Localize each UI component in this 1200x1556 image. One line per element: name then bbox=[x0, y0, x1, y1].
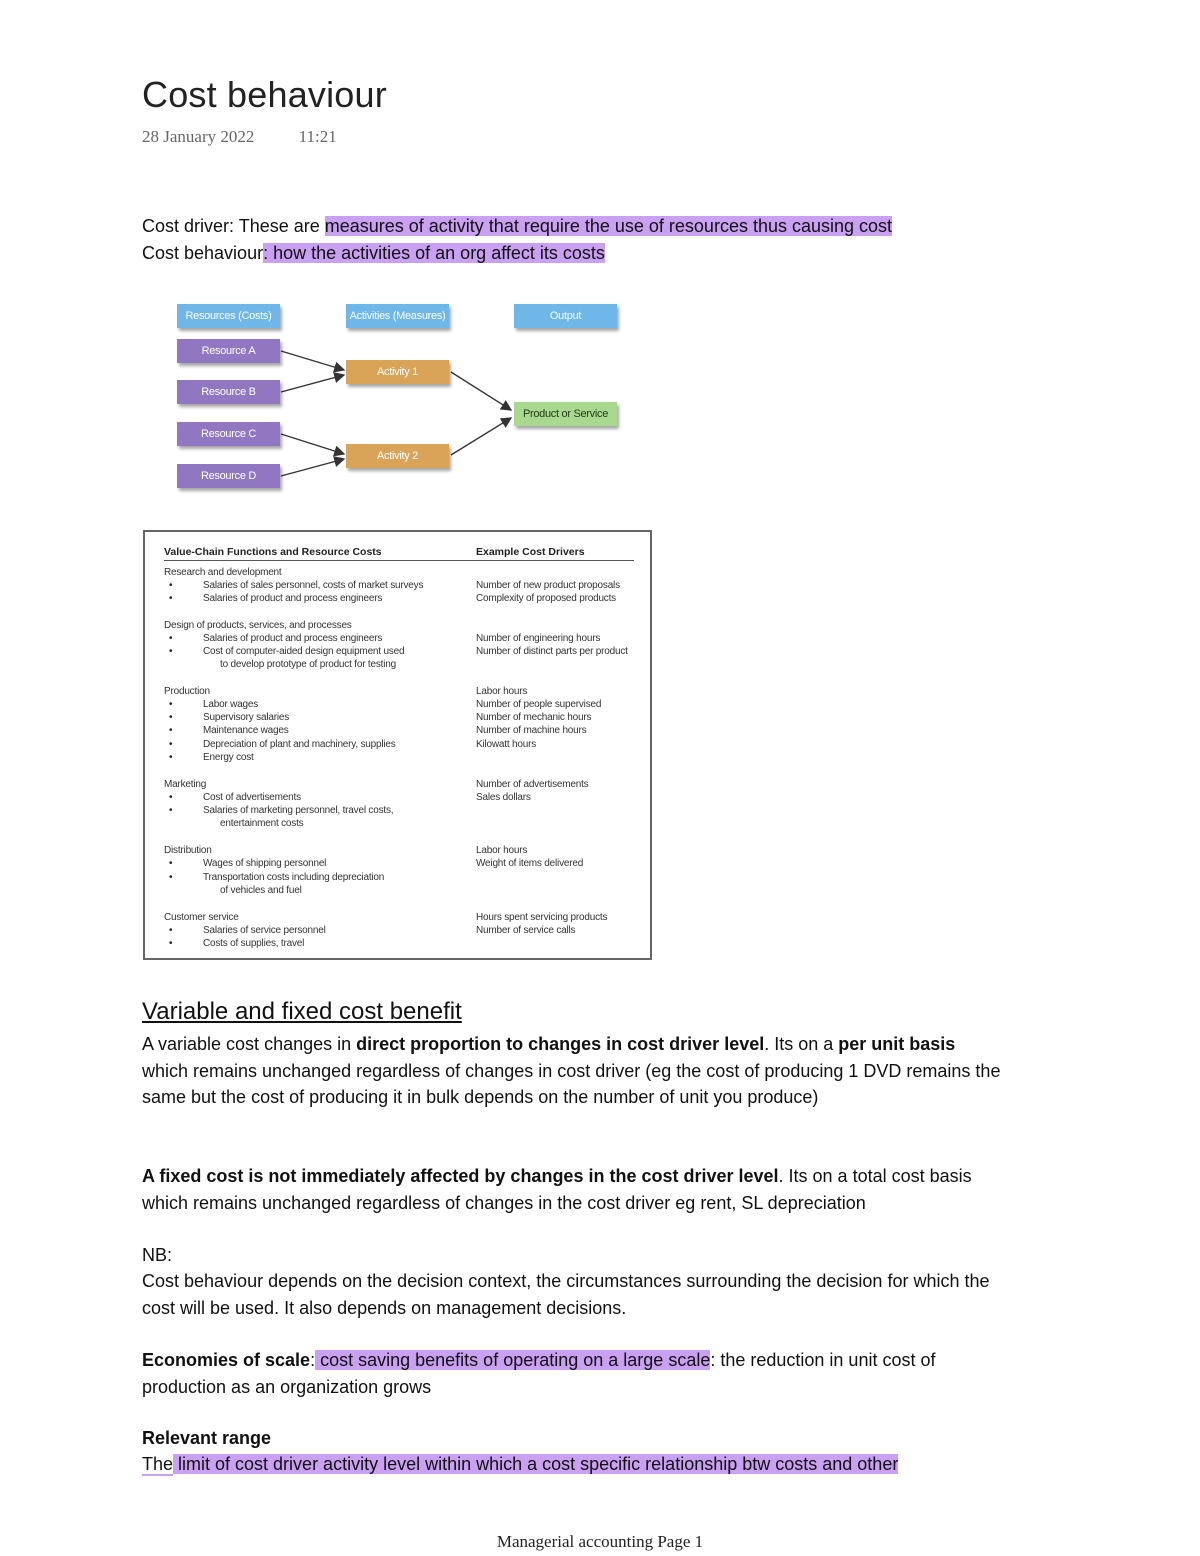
arrow-resource-a-activity-1 bbox=[281, 351, 344, 370]
cost-driver-table bbox=[143, 530, 652, 960]
header-output: Output bbox=[514, 304, 617, 328]
cost-item: • Labor wages bbox=[186, 698, 258, 711]
fixed-cost-paragraph bbox=[142, 1163, 1002, 1216]
arrow-resource-b-activity-1 bbox=[281, 375, 344, 392]
nb-paragraph: Cost behaviour depends on the decision context, the circumstances surrounding the decision for which the cost will be used. It also depends on management decisions. bbox=[142, 1271, 990, 1318]
cost-driver-highlight: measures of activity that require the use of resources thus causing cost bbox=[324, 216, 893, 236]
economies-colon: : bbox=[310, 1350, 316, 1370]
nb-label: NB: bbox=[142, 1245, 173, 1265]
cost-item: • Salaries of product and process engineers bbox=[186, 632, 382, 645]
page-date: 28 January 2022 bbox=[142, 127, 255, 146]
driver-item: Number of people supervised bbox=[476, 699, 602, 710]
relevant-range-the: The bbox=[142, 1454, 174, 1474]
table-header-functions: Value-Chain Functions and Resource Costs bbox=[164, 546, 382, 558]
cost-item: • Wages of shipping personnel bbox=[186, 857, 326, 870]
header-activities: Activities (Measures) bbox=[346, 304, 449, 328]
arrow-activity-2-output bbox=[451, 418, 511, 455]
cost-item-continued: entertainment costs bbox=[220, 818, 304, 829]
driver-item: Number of service calls bbox=[476, 925, 576, 936]
resource-b-box: Resource B bbox=[177, 380, 280, 404]
arrow-resource-d-activity-2 bbox=[281, 459, 344, 476]
cost-behaviour-definition bbox=[142, 240, 605, 266]
resource-a-box: Resource A bbox=[177, 339, 280, 363]
cost-item-continued: of vehicles and fuel bbox=[220, 885, 302, 896]
cost-item: • Salaries of product and process engineers bbox=[186, 592, 382, 605]
activity-2-box: Activity 2 bbox=[346, 444, 449, 468]
page-title: Cost behaviour bbox=[142, 74, 387, 115]
section-name: Design of products, services, and processes bbox=[164, 620, 352, 631]
cost-driver-definition bbox=[142, 213, 892, 239]
cost-item: • Transportation costs including depreciation bbox=[186, 871, 384, 884]
relevant-range-text bbox=[142, 1451, 898, 1477]
cost-item: • Cost of computer-aided design equipment used bbox=[186, 645, 404, 658]
table-header-drivers: Example Cost Drivers bbox=[476, 546, 585, 558]
economies-text: : the reduction in unit cost of production as an organization grows bbox=[142, 1350, 936, 1397]
relevant-range-heading bbox=[142, 1425, 1002, 1452]
fixed-text: . Its on a total cost basis which remains unchanged regardless of changes in the cost driver eg rent, SL depreciation bbox=[142, 1166, 972, 1213]
relevant-range-label: Relevant range bbox=[142, 1428, 272, 1448]
economies-paragraph bbox=[142, 1347, 1002, 1400]
cost-item-continued: to develop prototype of product for testing bbox=[220, 659, 396, 670]
cost-item: • Supervisory salaries bbox=[186, 711, 289, 724]
driver-item: Hours spent servicing products bbox=[476, 912, 608, 923]
page-footer: Managerial accounting Page 1 bbox=[496, 1532, 704, 1551]
driver-item: Labor hours bbox=[476, 686, 528, 697]
driver-item: Complexity of proposed products bbox=[476, 593, 616, 604]
variable-text-2: . Its on a bbox=[764, 1034, 839, 1054]
driver-item: Labor hours bbox=[476, 845, 528, 856]
resource-c-box: Resource C bbox=[177, 422, 280, 446]
cost-item: • Salaries of sales personnel, costs of market surveys bbox=[186, 579, 423, 592]
driver-item: Number of advertisements bbox=[476, 779, 589, 790]
driver-item: Number of engineering hours bbox=[476, 633, 601, 644]
relevant-range-highlight: limit of cost driver activity level within which a cost specific relationship btw costs and other bbox=[173, 1454, 899, 1474]
arrow-resource-c-activity-2 bbox=[281, 434, 344, 454]
section-name: Production bbox=[164, 686, 210, 697]
table-header-rule bbox=[164, 560, 634, 561]
section-name: Customer service bbox=[164, 912, 239, 923]
cost-item: • Salaries of service personnel bbox=[186, 924, 326, 937]
arrow-activity-1-output bbox=[451, 372, 511, 410]
driver-item: Sales dollars bbox=[476, 792, 531, 803]
economies-highlight: cost saving benefits of operating on a large scale bbox=[315, 1350, 711, 1370]
section-heading: Variable and fixed cost benefit bbox=[142, 998, 462, 1025]
driver-item: Weight of items delivered bbox=[476, 858, 584, 869]
fixed-bold: A fixed cost is not immediately affected by changes in the cost driver level bbox=[142, 1166, 779, 1186]
activity-1-box: Activity 1 bbox=[346, 360, 449, 384]
cost-flow-diagram bbox=[170, 296, 640, 506]
variable-bold-2: per unit basis bbox=[838, 1034, 956, 1054]
cost-item: • Maintenance wages bbox=[186, 724, 289, 737]
variable-text-1: A variable cost changes in bbox=[142, 1034, 357, 1054]
section-name: Research and development bbox=[164, 567, 282, 578]
driver-item: Number of mechanic hours bbox=[476, 712, 592, 723]
cost-item: • Salaries of marketing personnel, travel costs, bbox=[186, 804, 393, 817]
variable-text-3: which remains unchanged regardless of changes in cost driver (eg the cost of producing 1 DVD remains the same but the cost of producing it in bulk depends on the number of unit you produce) bbox=[142, 1060, 1001, 1107]
variable-bold-1: direct proportion to changes in cost driver level bbox=[356, 1034, 765, 1054]
driver-item: Kilowatt hours bbox=[476, 739, 537, 750]
cost-behaviour-label: Cost behaviour bbox=[142, 243, 264, 263]
resource-d-box: Resource D bbox=[177, 464, 280, 488]
section-name: Marketing bbox=[164, 779, 207, 790]
cost-item: • Depreciation of plant and machinery, supplies bbox=[186, 738, 396, 751]
driver-item: Number of machine hours bbox=[476, 725, 587, 736]
page-meta bbox=[142, 127, 337, 147]
section-name: Distribution bbox=[164, 845, 212, 856]
output-box: Product or Service bbox=[514, 402, 617, 426]
cost-item: • Energy cost bbox=[186, 751, 254, 764]
cost-item: • Cost of advertisements bbox=[186, 791, 301, 804]
cost-item: • Costs of supplies, travel bbox=[186, 937, 304, 950]
header-resources: Resources (Costs) bbox=[177, 304, 280, 328]
cost-behaviour-highlight: : how the activities of an org affect its costs bbox=[263, 243, 605, 263]
variable-cost-paragraph bbox=[142, 1031, 1002, 1111]
driver-item: Number of distinct parts per product bbox=[476, 646, 628, 657]
page-time: 11:21 bbox=[298, 127, 337, 146]
driver-item: Number of new product proposals bbox=[476, 580, 620, 591]
cost-driver-label: Cost driver: These are bbox=[142, 216, 325, 236]
economies-label: Economies of scale bbox=[142, 1350, 311, 1370]
